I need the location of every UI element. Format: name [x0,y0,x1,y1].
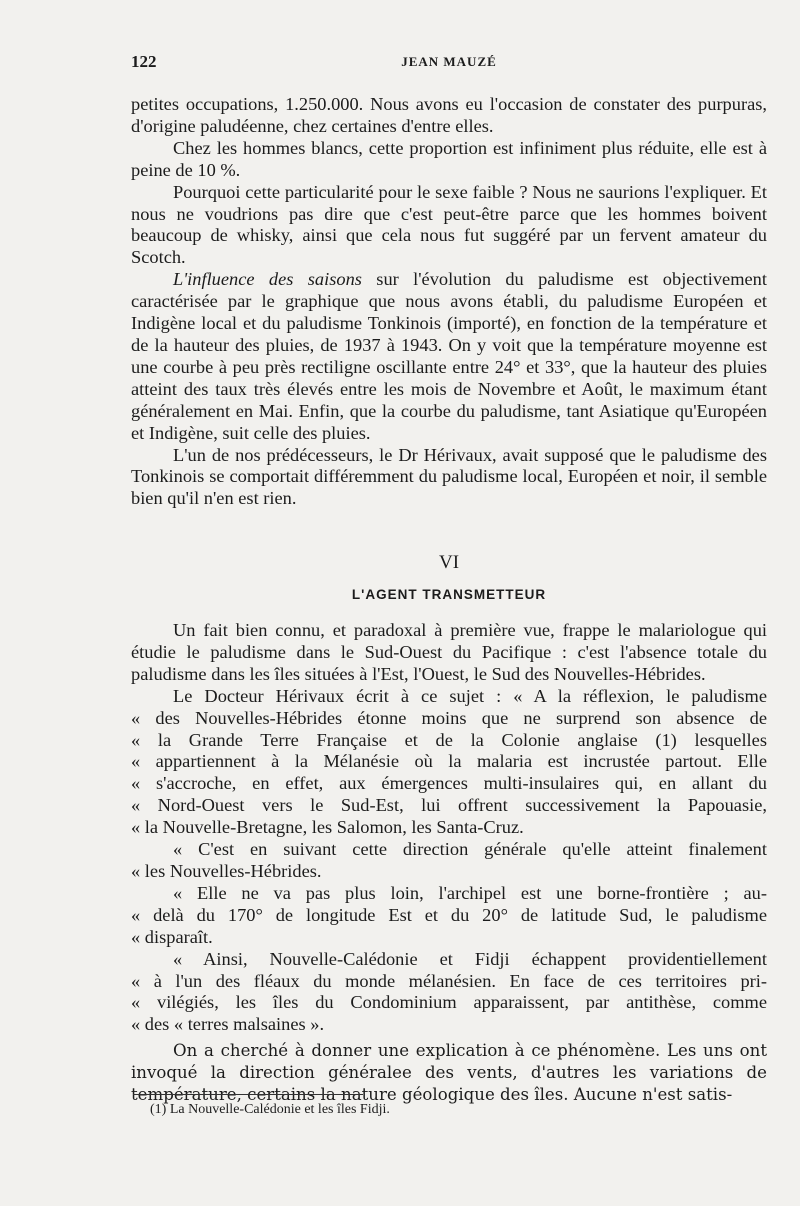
quotation [131,686,767,1037]
chapter-title: L'AGENT TRANSMETTEUR [351,587,547,603]
running-head: JEAN MAUZÉ [401,54,497,69]
paragraph [131,269,767,444]
quote-line: « Nord-Ouest vers le Sud-Est, lui offrent successivement la Papouasie, [131,795,767,816]
paragraph: petites occupations, 1.250.000. Nous avons eu l'occasion de constater des purpuras, d'origine paludéenne, chez certaines d'entre elles. [131,94,767,136]
footnote: (1) La Nouvelle-Calédonie et les îles Fidji. [150,1102,390,1117]
quote-line: « à l'un des fléaux du monde mélanésien. En face de ces territoires pri- [131,970,767,991]
paragraph: Chez les hommes blancs, cette proportion est infiniment plus réduite, elle est à peine de 10 %. [131,137,767,180]
quote-line: Le Docteur Hérivaux écrit à ce sujet : « A la réflexion, le paludisme [173,685,767,706]
italic-lead: L'influence des saisons [173,269,362,290]
chapter-number: VI [438,552,460,574]
quote-line: « vilégiés, les îles du Condominium apparaissent, par antithèse, comme [131,992,767,1013]
paragraph: L'un de nos prédécesseurs, le Dr Hérivaux, avait supposé que le paludisme des Tonkinois se comportait différemment du paludisme local, Européen et noir, il semble bien qu'il n'en est rien. [131,444,767,509]
footnote-divider [133,1094,363,1095]
paragraph: On a cherché à donner une explication à ce phénomène. Les uns ont invoqué la direction généralee des vents, d'autres les variations de température, certains la nature géologique des îles. Aucune n'est satis- [131,1041,767,1105]
quote-line: « disparaît. [131,926,213,947]
paragraph-text: sur l'évolution du paludisme est objectivement caractérisée par le graphique que nous avons établi, du paludisme Européen et Indigène local et du paludisme Tonkinois (importé), en fonction de la température et de la hauteur des pluies, de 1937 à 1943. On y voit que la température moyenne est une courbe à peu près rectiligne oscillante entre 24° et 33°, que la hauteur des pluies atteint des taux très élevés entre les mois de Novembre et Août, le maximum étant généralement en Mai. Enfin, que la courbe du paludisme, tant Asiatique qu'Européen et Indigène, suit celle des pluies. [131,269,767,443]
quote-line: « des « terres malsaines ». [131,1014,325,1035]
page-header [131,52,767,80]
quote-line: « appartiennent à la Mélanésie où la malaria est incrustée partout. Elle [131,751,767,772]
quote-line: « delà du 170° de longitude Est et du 20° de latitude Sud, le paludisme [131,904,767,925]
quote-line: « Elle ne va pas plus loin, l'archipel est une borne-frontière ; au- [173,882,767,903]
quote-line: « C'est en suivant cette direction générale qu'elle atteint finalement [173,839,767,860]
quote-line: « s'accroche, en effet, aux émergences multi-insulaires qui, en allant du [131,773,767,794]
page-number: 122 [131,52,157,71]
quote-line: « la Nouvelle-Bretagne, les Salomon, les Santa-Cruz. [131,817,524,838]
quote-line: « les Nouvelles-Hébrides. [131,861,322,881]
quote-line: « la Grande Terre Française et de la Colonie anglaise (1) lesquelles [131,729,767,750]
quote-line: « Ainsi, Nouvelle-Calédonie et Fidji échappent providentiellement [173,948,767,969]
quote-line: « des Nouvelles-Hébrides étonne moins que ne surprend son absence de [131,707,767,728]
body-text [131,94,767,1106]
paragraph: Pourquoi cette particularité pour le sexe faible ? Nous ne saurions l'expliquer. Et nous ne voudrions pas dire que c'est peut-être parce que les hommes boivent beaucoup de whisky, ainsi que cela nous fut suggéré par un fervent amateur du Scotch. [131,181,767,268]
paragraph: Un fait bien connu, et paradoxal à première vue, frappe le malariologue qui étudie le paludisme dans le Sud-Ouest du Pacifique : c'est l'absence totale du paludisme dans les îles situées à l'Est, l'Ouest, le Sud des Nouvelles-Hébrides. [131,620,767,684]
